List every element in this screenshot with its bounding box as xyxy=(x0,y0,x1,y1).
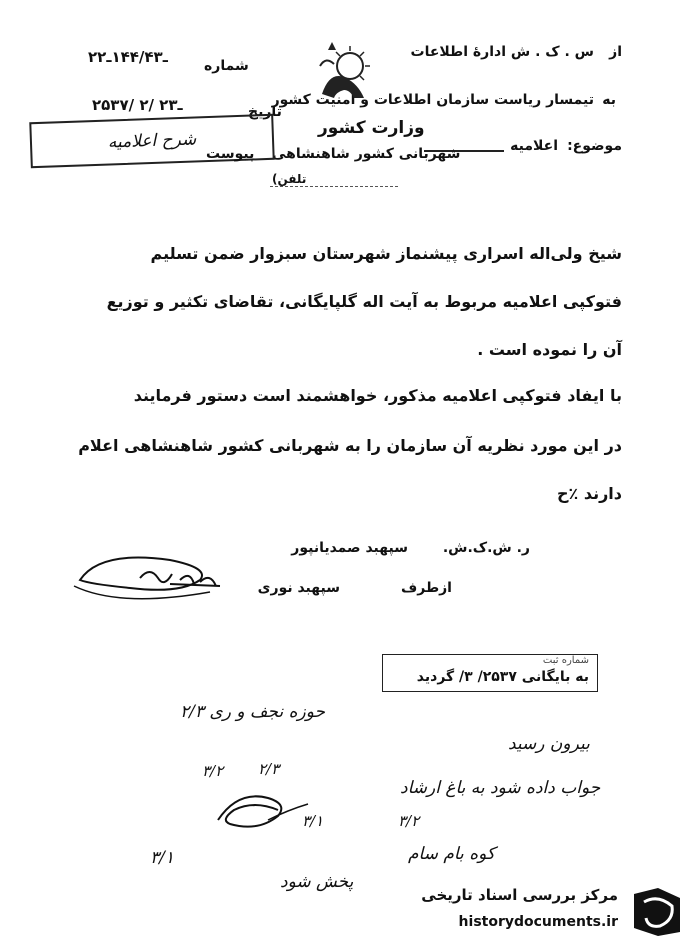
signature-line1-prefix: ر. ش.ک.ش. xyxy=(442,540,530,556)
handwritten-signature-scribble xyxy=(60,540,260,610)
phone-line xyxy=(270,186,398,187)
handwritten-note-8: ۳/۲ xyxy=(398,812,420,830)
from-value: س ‌. ‌ک ‌. ‌ش ادارهٔ اطلاعات xyxy=(410,44,594,60)
handwritten-note-10: ۳/۱ xyxy=(150,848,174,868)
number-label: شماره xyxy=(204,58,249,74)
received-stamp-top: شماره ثبت xyxy=(542,655,589,666)
to-label: به xyxy=(602,92,616,108)
date-value: ۲۵۳۷/ ۲/ ۲ـ۳ xyxy=(92,96,183,114)
ministry-title: وزارت کشور xyxy=(318,118,425,138)
body-line-2: فتوکپی اعلامیه مربوط به آیت اله گلپایگانی، تقاضای تکثیر و توزیع xyxy=(106,292,622,311)
body-line-5: در این مورد نظریه آن سازمان را به شهربانی کشور شاهنشاهی اعلام xyxy=(78,436,622,455)
watermark-title: مرکز بررسی اسناد تاریخی xyxy=(421,886,618,904)
received-stamp-main: به بایگانی ۲۵۳۷/ ۳/ گردید xyxy=(416,669,589,685)
number-value: ۲ـ۱۴۴/۴۳ـ۲ xyxy=(88,48,168,66)
date-label: تاریخ xyxy=(248,104,282,120)
signature-line2-prefix: ازطرف xyxy=(400,580,452,596)
lion-and-sun-emblem-icon xyxy=(314,36,378,106)
from-label: از xyxy=(609,44,622,60)
handwritten-note-2: بیرون رسید xyxy=(508,734,590,754)
handwritten-initials-scribble xyxy=(208,780,318,840)
body-line-6: دارند ٪ح xyxy=(556,484,622,503)
subject-value: اعلامیه xyxy=(510,138,558,154)
body-line-3: آن را نموده است . xyxy=(477,340,622,359)
received-stamp xyxy=(382,654,598,692)
subject-label: موضوع: xyxy=(567,138,622,154)
signature-line1-name: سپهبد صمدیانپور xyxy=(291,540,408,556)
archive-logo-icon xyxy=(628,884,684,938)
handwritten-note-5: ۲/۳ xyxy=(258,760,280,778)
agency-title: شهربانی کشور شاهنشاهی xyxy=(272,146,461,162)
attachment-label: پیوست xyxy=(206,146,255,162)
to-value: تیمسار ریاست سازمان اطلاعات و امنیت کشور xyxy=(271,92,594,108)
signature-line2-name: سپهبد نوری xyxy=(257,580,340,596)
watermark-url: historydocuments.ir xyxy=(458,914,618,930)
handwritten-note-9: پخش شود xyxy=(280,872,354,892)
body-line-4: با ایفاد فتوکپی اعلامیه مذکور، خواهشمند است دستور فرمایند xyxy=(133,386,622,405)
handwritten-note-3: جواب داده شود به باغ ارشاد xyxy=(400,778,601,798)
body-line-1: شیخ ولی‌اله اسراری پیشنماز شهرستان سبزوار ضمن تسلیم xyxy=(150,244,622,263)
handwritten-note-4: ۳/۲ xyxy=(202,762,224,780)
handwritten-note-6: ۳/۱ xyxy=(302,812,324,830)
attachment-stamp-text: شرح اعلامیه xyxy=(107,129,197,153)
handwritten-note-7: کوه بام سام xyxy=(408,844,495,864)
phone-label: (تلفن xyxy=(272,172,307,186)
handwritten-note-1: حوزه نجف و ری ۲/۳ xyxy=(180,702,326,722)
